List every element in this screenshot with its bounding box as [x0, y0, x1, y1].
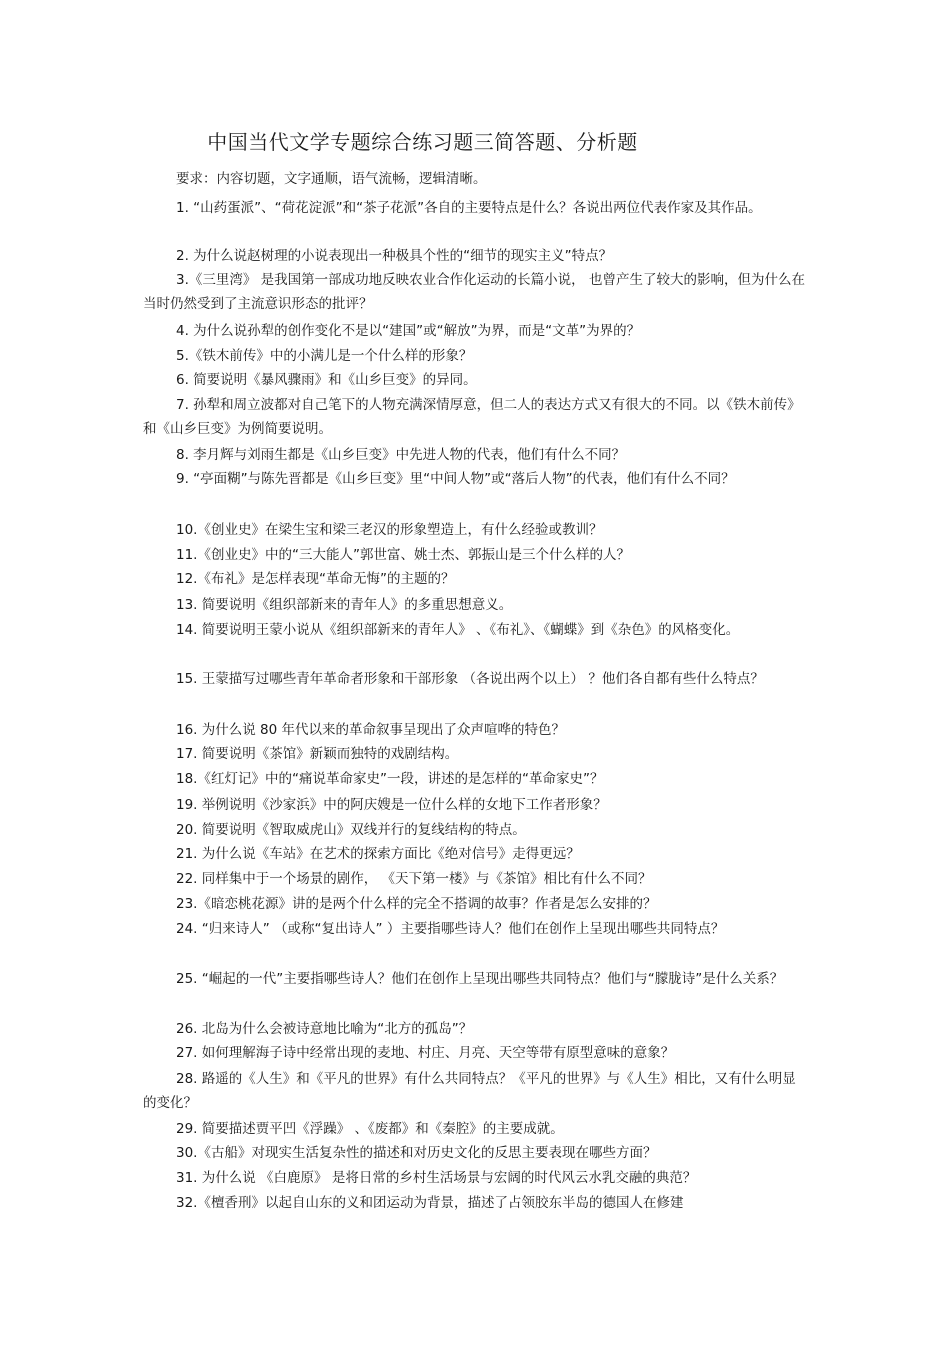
question-9: 9. “亭面糊”与陈先晋都是《山乡巨变》里“中间人物”或“落后人物”的代表，他们有什么不同？ — [176, 471, 735, 487]
question-30: 30.《古船》对现实生活复杂性的描述和对历史文化的反思主要表现在哪些方面？ — [176, 1145, 657, 1161]
question-29: 29. 简要描述贾平凹《浮躁》 、《废都》和《秦腔》的主要成就。 — [176, 1121, 564, 1137]
question-16: 16. 为什么说 80 年代以来的革命叙事呈现出了众声喧哗的特色？ — [176, 722, 566, 738]
question-12: 12.《布礼》是怎样表现“革命无悔”的主题的？ — [176, 571, 455, 587]
question-7: 7. 孙犁和周立波都对自己笔下的人物充满深情厚意，但二人的表达方式又有很大的不同。以《铁木前传》和《山乡巨变》为例简要说明。 — [143, 397, 801, 437]
question-19: 19. 举例说明《沙家浜》中的阿庆嫂是一位什么样的女地下工作者形象？ — [176, 797, 607, 813]
question-11: 11.《创业史》中的“三大能人”郭世富、姚士杰、郭振山是三个什么样的人？ — [176, 547, 630, 563]
question-13: 13. 简要说明《组织部新来的青年人》的多重思想意义。 — [176, 597, 513, 613]
question-14: 14. 简要说明王蒙小说从《组织部新来的青年人》 、《布礼》、《蝴蝶》到《杂色》的风格变化。 — [176, 622, 740, 638]
question-21: 21. 为什么说《车站》在艺术的探索方面比《绝对信号》走得更远？ — [176, 846, 580, 862]
question-15: 15. 王蒙描写过哪些青年革命者形象和干部形象 （各说出两个以上） ？他们各自都有些什么特点？ — [176, 671, 764, 687]
question-18: 18.《红灯记》中的“痛说革命家史”一段，讲述的是怎样的“革命家史”？ — [176, 771, 604, 787]
question-24: 24. “归来诗人” （或称“复出诗人” ）主要指哪些诗人？他们在创作上呈现出哪些共同特点？ — [176, 921, 725, 937]
question-27: 27. 如何理解海子诗中经常出现的麦地、村庄、月亮、天空等带有原型意味的意象？ — [176, 1045, 675, 1061]
question-5: 5.《铁木前传》中的小满儿是一个什么样的形象？ — [176, 348, 473, 364]
question-32: 32.《檀香刑》以起自山东的义和团运动为背景，描述了占领胶东半岛的德国人在修建 — [176, 1195, 684, 1211]
requirement-text: 要求：内容切题，文字通顺，语气流畅，逻辑清晰。 — [176, 171, 487, 187]
question-17: 17. 简要说明《茶馆》新颖而独特的戏剧结构。 — [176, 746, 459, 762]
question-10: 10.《创业史》在梁生宝和梁三老汉的形象塑造上，有什么经验或教训？ — [176, 522, 603, 538]
question-28: 28. 路遥的《人生》和《平凡的世界》有什么共同特点？《平凡的世界》与《人生》相比，又有什么明显的变化？ — [143, 1071, 796, 1111]
question-25: 25. “崛起的一代”主要指哪些诗人？他们在创作上呈现出哪些共同特点？他们与“朦胧诗”是什么关系？ — [176, 971, 784, 987]
question-1: 1. “山药蛋派”、“荷花淀派”和“茶子花派”各自的主要特点是什么？各说出两位代表作家及其作品。 — [176, 200, 762, 216]
question-22: 22. 同样集中于一个场景的剧作， 《天下第一楼》与《茶馆》相比有什么不同？ — [176, 871, 652, 887]
page-title: 中国当代文学专题综合练习题三简答题、分析题 — [207, 130, 638, 154]
question-6: 6. 简要说明《暴风骤雨》和《山乡巨变》的异同。 — [176, 372, 477, 388]
question-31: 31. 为什么说 《白鹿原》 是将日常的乡村生活场景与宏阔的时代风云水乳交融的典范？ — [176, 1170, 697, 1186]
question-23: 23.《暗恋桃花源》讲的是两个什么样的完全不搭调的故事？作者是怎么安排的？ — [176, 896, 657, 912]
question-3: 3.《三里湾》 是我国第一部成功地反映农业合作化运动的长篇小说， 也曾产生了较大的影响，但为什么在当时仍然受到了主流意识形态的批评？ — [143, 272, 805, 312]
question-8: 8. 李月辉与刘雨生都是《山乡巨变》中先进人物的代表，他们有什么不同？ — [176, 447, 626, 463]
question-20: 20. 简要说明《智取威虎山》双线并行的复线结构的特点。 — [176, 822, 526, 838]
question-4: 4. 为什么说孙犁的创作变化不是以“建国”或“解放”为界，而是“文革”为界的？ — [176, 323, 641, 339]
question-26: 26. 北岛为什么会被诗意地比喻为“北方的孤岛”？ — [176, 1021, 473, 1037]
question-2: 2. 为什么说赵树理的小说表现出一种极具个性的“细节的现实主义”特点？ — [176, 248, 613, 264]
